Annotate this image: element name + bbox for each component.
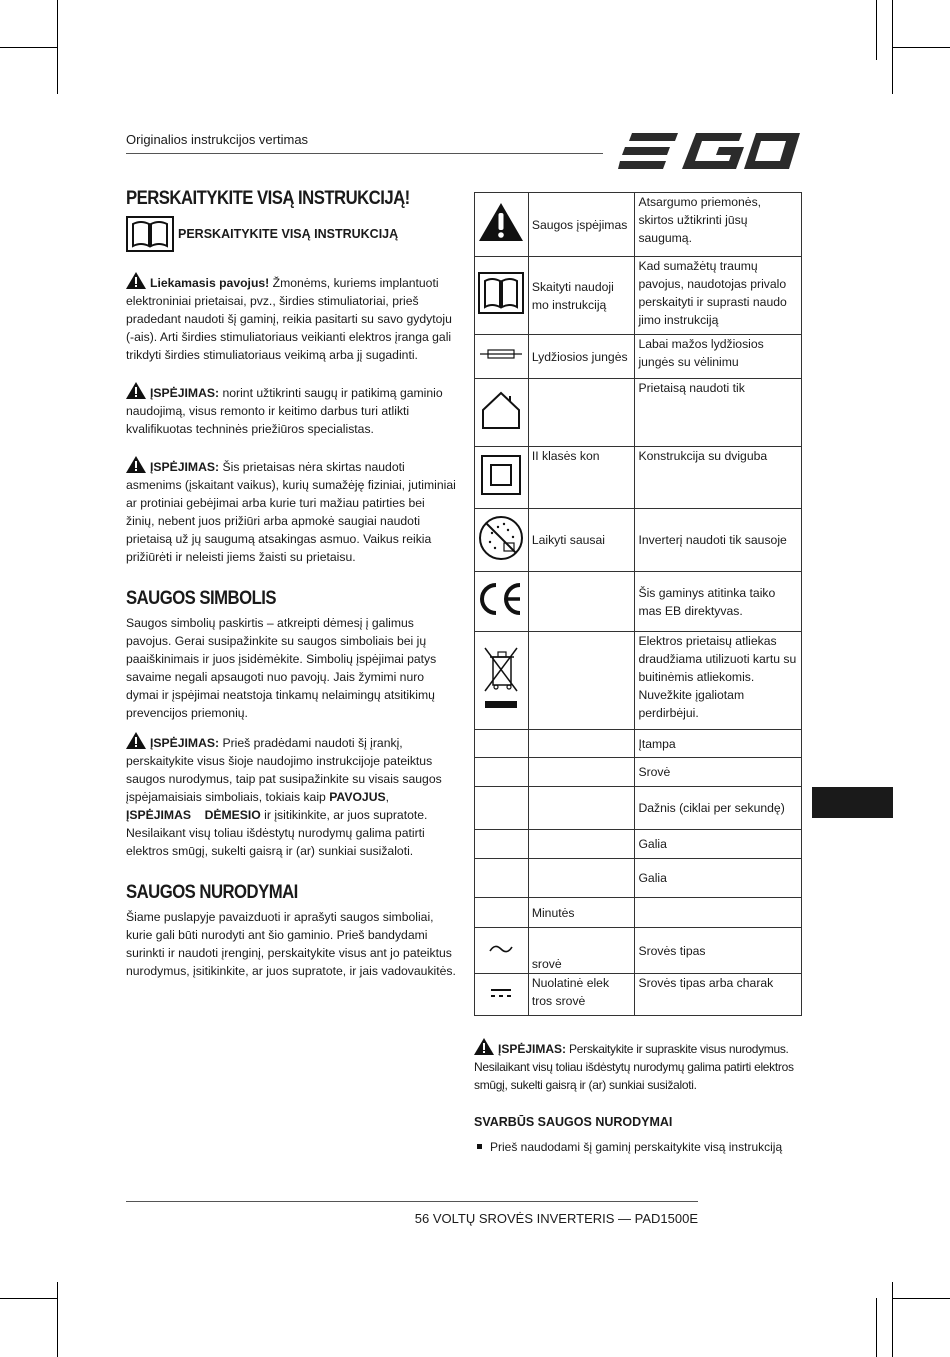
warning-label: ĮSPĖJIMAS: <box>150 736 220 750</box>
table-row <box>475 193 802 257</box>
safety-symbols-paragraph: Saugos simbolių paskirtis – atkreipti dėmesį į galimus pavojus. Gerai susipažinkite su saugos simboliais bei jų paaiškinimais ir juos įsidėmėkite. Simbolių įspėjimai patys savaime negali apsaugoti nuo pavojų. Jais žymimi nuro dymai ir įspėjimai neatstoja tinkamų nelaimingų atsitikimų prevencijos priemonių. <box>126 616 437 720</box>
crop-mark <box>892 47 950 48</box>
indoor-house-icon <box>479 390 523 430</box>
header-subtitle: Originalios instrukcijos vertimas <box>126 132 309 147</box>
symbol-desc: Galia <box>635 830 802 859</box>
symbol-cell <box>475 447 529 509</box>
table-row <box>475 928 802 974</box>
direct-current-icon <box>490 987 512 999</box>
symbol-desc: Labai mažos lydžiosios jungės su vėlinimu <box>635 335 802 379</box>
symbol-cell <box>475 787 529 830</box>
crop-mark <box>876 1298 877 1357</box>
section-title-safety-instructions: SAUGOS NURODYMAI <box>126 882 298 903</box>
footer-text: 56 VOLTŲ SROVĖS INVERTERIS — PAD1500E <box>414 1211 698 1226</box>
bullet-text: Prieš naudodami šį gaminį perskaitykite visą instrukciją <box>490 1140 783 1154</box>
table-row <box>475 379 802 447</box>
ce-mark-icon <box>476 581 526 617</box>
symbol-desc: Prietaisą naudoti tik <box>635 379 802 447</box>
warning-text: Perskaitykite ir supraskite visus nurodymus. Nesilaikant visų toliau išdėstytų nurodymų galima patirti elektros smūgį, sukelti gaisrą ir (ar) sunkiai susižaloti. <box>474 1042 794 1092</box>
read-manual-label: PERSKAITYKITE VISĄ INSTRUKCIJĄ <box>178 227 399 241</box>
danger-word: PAVOJUS <box>329 790 386 804</box>
symbols-table <box>474 192 802 1016</box>
symbol-cell <box>475 758 529 787</box>
right-warning-paragraph <box>474 1038 804 1094</box>
warning-icon <box>474 1038 494 1055</box>
residual-risk-paragraph <box>126 272 456 364</box>
symbol-name <box>528 859 635 898</box>
symbol-name: II klasės kon <box>528 447 635 509</box>
symbol-cell <box>475 257 529 335</box>
table-row <box>475 859 802 898</box>
crop-mark <box>876 0 877 60</box>
symbol-cell <box>475 193 529 257</box>
symbol-cell <box>475 335 529 379</box>
symbol-cell <box>475 509 529 572</box>
warning-label: ĮSPĖJIMAS: <box>150 386 220 400</box>
symbol-cell <box>475 379 529 447</box>
crop-mark <box>0 1298 57 1299</box>
keep-dry-icon <box>478 515 524 561</box>
symbol-desc <box>635 898 802 928</box>
table-row <box>475 632 802 730</box>
symbol-cell <box>475 830 529 859</box>
ego-logo-icon <box>618 131 800 171</box>
symbol-cell <box>475 572 529 632</box>
symbol-cell <box>475 730 529 758</box>
table-row <box>475 509 802 572</box>
symbol-cell <box>475 928 529 974</box>
crop-mark <box>892 0 893 94</box>
table-row <box>475 758 802 787</box>
symbol-name <box>528 730 635 758</box>
symbol-desc: Srovės tipas arba charak <box>635 974 802 1016</box>
table-row <box>475 898 802 928</box>
symbol-name <box>528 830 635 859</box>
bullet-item <box>474 1138 804 1156</box>
table-row <box>475 787 802 830</box>
symbol-name: srovė <box>528 928 635 974</box>
left-column <box>126 190 456 980</box>
symbol-desc: Atsargumo priemonės, skirtos užtikrinti jūsų saugumą. <box>635 193 802 257</box>
table-row <box>475 335 802 379</box>
symbol-desc: Srovės tipas <box>635 928 802 974</box>
section-title-safety-symbols: SAUGOS SIMBOLIS <box>126 588 277 609</box>
warning-icon <box>126 456 146 473</box>
symbol-name <box>528 572 635 632</box>
safety-instructions-paragraph: Šiame puslapyje pavaizduoti ir aprašyti saugos simboliai, kurie gali būti nurodyti ant šio gaminio. Prieš bandydami surinkti ir naudoti įrenginį, perskaitykite visus ant jo pateiktus nurodymus, įsitikinkite, ar juos supratote, ir jais vadovaukitės. <box>126 910 456 978</box>
footer-rule <box>126 1201 698 1202</box>
symbol-cell <box>475 859 529 898</box>
symbol-name: Lydžiosios jungės <box>528 335 635 379</box>
symbol-name <box>528 758 635 787</box>
warning-text: norint užtikrinti saugų ir patikimą gaminio naudojimą, visus remonto ir keitimo darbus turi atlikti kvalifikuotas techninės priežiūros specialistas. <box>126 386 443 436</box>
warning-icon <box>126 382 146 399</box>
section-title-read-manual: PERSKAITYKITE VISĄ INSTRUKCIJĄ! <box>126 188 410 209</box>
bullet-icon <box>477 1144 482 1149</box>
language-tab-marker <box>812 787 893 818</box>
table-row <box>475 257 802 335</box>
alternating-current-icon <box>489 943 513 955</box>
symbol-desc: Inverterį naudoti tik sausoje <box>635 509 802 572</box>
header-rule <box>126 153 603 154</box>
warning-caution-words: ĮSPĖJIMAS DĖMESIO <box>126 808 261 822</box>
crop-mark <box>892 1298 950 1299</box>
warning-label: ĮSPĖJIMAS: <box>150 460 220 474</box>
symbol-desc: Dažnis (ciklai per sekundę) <box>635 787 802 830</box>
warning-text-end: ir įsitikinkite, ar juos supratote. Nesilaikant visų toliau išdėstytų nurodymų galima patirti elektros smūgį, sukelti gaisrą ir (ar) sunkiai susižaloti. <box>126 808 428 858</box>
symbol-name: Laikyti sausai <box>528 509 635 572</box>
symbol-name: Saugos įspėjimas <box>528 193 635 257</box>
weee-crossed-bin-icon <box>481 643 521 713</box>
symbol-name: Minutės <box>528 898 635 928</box>
warning-label: ĮSPĖJIMAS: <box>498 1042 567 1056</box>
table-row <box>475 974 802 1016</box>
warning-paragraph-persons <box>126 456 456 566</box>
symbol-cell <box>475 632 529 730</box>
symbol-desc: Elektros prietaisų atliekas draudžiama utilizuoti kartu su buitinėmis atliekomis. Nuvežkite įgaliotam perdirbėjui. <box>635 632 802 730</box>
important-safety-subhead: SVARBŪS SAUGOS NURODYMAI <box>474 1115 673 1129</box>
symbol-name <box>528 632 635 730</box>
warning-icon <box>126 732 146 749</box>
read-manual-book-icon <box>478 272 524 314</box>
symbol-desc: Kad sumažėtų traumų pavojus, naudotojas privalo perskaityti ir suprasti naudo jimo instrukciją <box>635 257 802 335</box>
table-row <box>475 447 802 509</box>
warning-paragraph-service <box>126 382 456 438</box>
symbol-desc: Galia <box>635 859 802 898</box>
book-icon <box>126 216 174 252</box>
crop-mark <box>57 0 58 94</box>
symbol-desc: Įtampa <box>635 730 802 758</box>
residual-risk-label: Liekamasis pavojus! <box>150 276 270 290</box>
symbol-name: Nuolatinė elek tros srovė <box>528 974 635 1016</box>
table-row <box>475 830 802 859</box>
residual-risk-text: Žmonėms, kuriems implantuoti elektroniniai prietaisai, pvz., širdies stimuliatoriai, prieš pradedant naudoti šį gaminį, reikia pasitarti su savo gydytoju (-ais). Arti širdies stimuliatoriaus veikianti elektros įranga gali trikdyti širdies stimuliatoriaus veikimą arba jį sugadinti. <box>126 276 452 362</box>
class-ii-double-square-icon <box>480 454 522 496</box>
crop-mark <box>0 47 57 48</box>
symbol-desc: Srovė <box>635 758 802 787</box>
table-row <box>475 730 802 758</box>
warning-text: Prieš pradėdami naudoti šį įrankį, perskaitykite visus šioje naudojimo instrukcijoje pateiktus saugos nurodymus, taip pat susipažinkite su visais saugos įspėjamaisiais simboliais, tokiais kaip <box>126 736 442 804</box>
table-row <box>475 572 802 632</box>
symbol-cell <box>475 974 529 1016</box>
crop-mark <box>57 1282 58 1357</box>
comma: , <box>385 790 390 804</box>
symbol-name: Skaityti naudoji mo instrukciją <box>528 257 635 335</box>
read-manual-row <box>126 216 456 252</box>
warning-triangle-icon <box>478 202 524 242</box>
symbol-name <box>528 379 635 447</box>
fuse-icon <box>478 347 524 361</box>
warning-text: Šis prietaisas nėra skirtas naudoti asmenims (įskaitant vaikus), kurių sumažėję fiziniai, jutiminiai ar protiniai gebėjimai arba kurie turi mažiau patirties bei žinių, nebent juos prižiūri arba apmokė saugiai naudoti prietaisą už jų saugumą atsakingas asmuo. Vaikus reikia prižiūrėti ir neleisti jiems žaisti su prietaisu. <box>126 460 456 564</box>
warning-icon <box>126 272 146 289</box>
symbol-name <box>528 787 635 830</box>
symbol-desc: Konstrukcija su dviguba <box>635 447 802 509</box>
warning-paragraph-read <box>126 732 456 860</box>
symbol-desc: Šis gaminys atitinka taiko mas EB direktyvas. <box>635 572 802 632</box>
crop-mark <box>892 1282 893 1357</box>
symbol-cell <box>475 898 529 928</box>
